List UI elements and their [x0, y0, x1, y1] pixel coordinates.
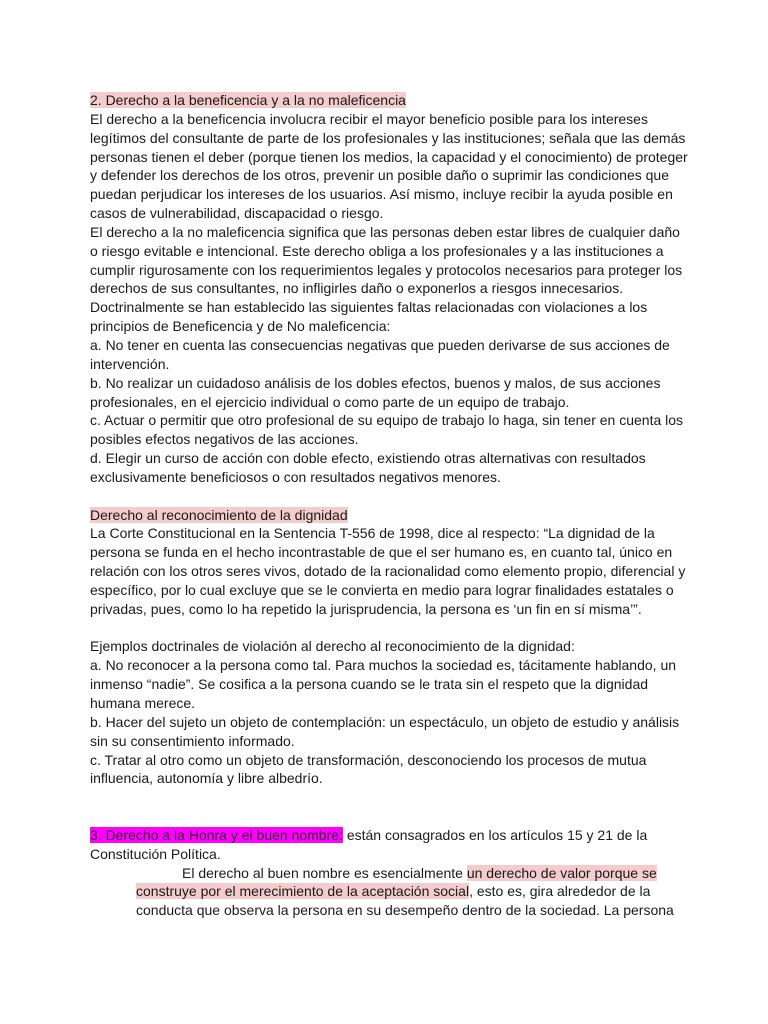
paragraph: El derecho a la no maleficencia significa que las personas deben estar libres de cualquier daño o riesgo evitable e intencional. Este derecho obliga a los profesionales y a las instituciones a cumplir rigurosamente con los requerimientos legales y protocolos necesarios para proteger los derechos de sus consultantes, no infligirles daño o exponerlos a riesgos innecesarios.: [90, 223, 683, 297]
heading-continuation: están consagrados en los artículos 15 y 21 de la Constitución Política.: [90, 826, 648, 862]
paragraph: [136, 864, 690, 921]
paragraph: Ejemplos doctrinales de violación al derecho al reconocimiento de la dignidad:: [90, 638, 575, 655]
section-heading: [90, 826, 690, 864]
paragraph: La Corte Constitucional en la Sentencia T-556 de 1998, dice al respecto: “La dignidad de la persona se funda en el hecho incontrastable de que el ser humano es, en cuanto tal, único en relación con los otros seres vivos, dotado de la racionalidad como elemento propio, diferencial y específico, por lo cual excluye que se le convierta en medio para lograr finalidades estatales o privadas, pues, como lo ha repetido la jurisprudencia, la persona es ‘un fin en sí misma’”.: [90, 525, 686, 617]
list-item: b. Hacer del sujeto un objeto de contemplación: un espectáculo, un objeto de estudio y análisis sin su consentimiento informado.: [90, 713, 680, 749]
document-body: [90, 91, 690, 920]
highlight: 2. Derecho a la beneficencia y a la no maleficencia: [90, 92, 406, 108]
list-item: c. Tratar al otro como un objeto de transformación, desconociendo los procesos de mutua influencia, autonomía y libre albedrío.: [90, 751, 647, 787]
list-item: b. No realizar un cuidadoso análisis de los dobles efectos, buenos y malos, de sus acciones profesionales, en el ejercicio individual o como parte de un equipo de trabajo.: [90, 374, 661, 410]
paragraph: Doctrinalmente se han establecido las siguientes faltas relacionadas con violaciones a los principios de Beneficencia y de No maleficencia:: [90, 299, 648, 335]
text-run: , esto es, gira alrededor de la conducta que observa la persona en su desempeño dentro de la sociedad. La persona: [136, 883, 674, 919]
spacer: [90, 487, 690, 506]
highlight: un derecho de valor porque se construye por el merecimiento de la aceptación social: [136, 864, 657, 900]
list-item: a. No reconocer a la persona como tal. Para muchos la sociedad es, tácitamente hablando, un inmenso “nadie”. Se cosifica a la persona cuando se le trata sin el respeto que la dignidad humana merece.: [90, 657, 677, 711]
text-run: El derecho al buen nombre es esencialmente: [182, 864, 467, 881]
spacer: [90, 788, 690, 826]
list-item: a. No tener en cuenta las consecuencias negativas que pueden derivarse de sus acciones de intervención.: [90, 336, 670, 372]
paragraph: El derecho a la beneficencia involucra recibir el mayor beneficio posible para los intereses legítimos del consultante de parte de los profesionales y las instituciones; señala que las demás personas tienen el deber (porque tienen los medios, la capacidad y el conocimiento) de proteger y defender los derechos de los otros, prevenir un posible daño o suprimir las condiciones que puedan perjudicar los intereses de los usuarios. Así mismo, incluye recibir la ayuda posible en casos de vulnerabilidad, discapacidad o riesgo.: [90, 110, 688, 222]
highlight: Derecho al reconocimiento de la dignidad: [90, 506, 348, 523]
highlight: 3. Derecho a la Honra y el buen nombre:: [90, 826, 343, 843]
list-item: d. Elegir un curso de acción con doble efecto, existiendo otras alternativas con resultados exclusivamente beneficiosos o con resultados negativos menores.: [90, 450, 646, 485]
section-heading: [90, 506, 690, 525]
spacer: [90, 619, 690, 638]
section-heading: [90, 91, 690, 110]
list-item: c. Actuar o permitir que otro profesional de su equipo de trabajo lo haga, sin tener en cuenta los posibles efectos negativos de las acciones.: [90, 412, 684, 448]
